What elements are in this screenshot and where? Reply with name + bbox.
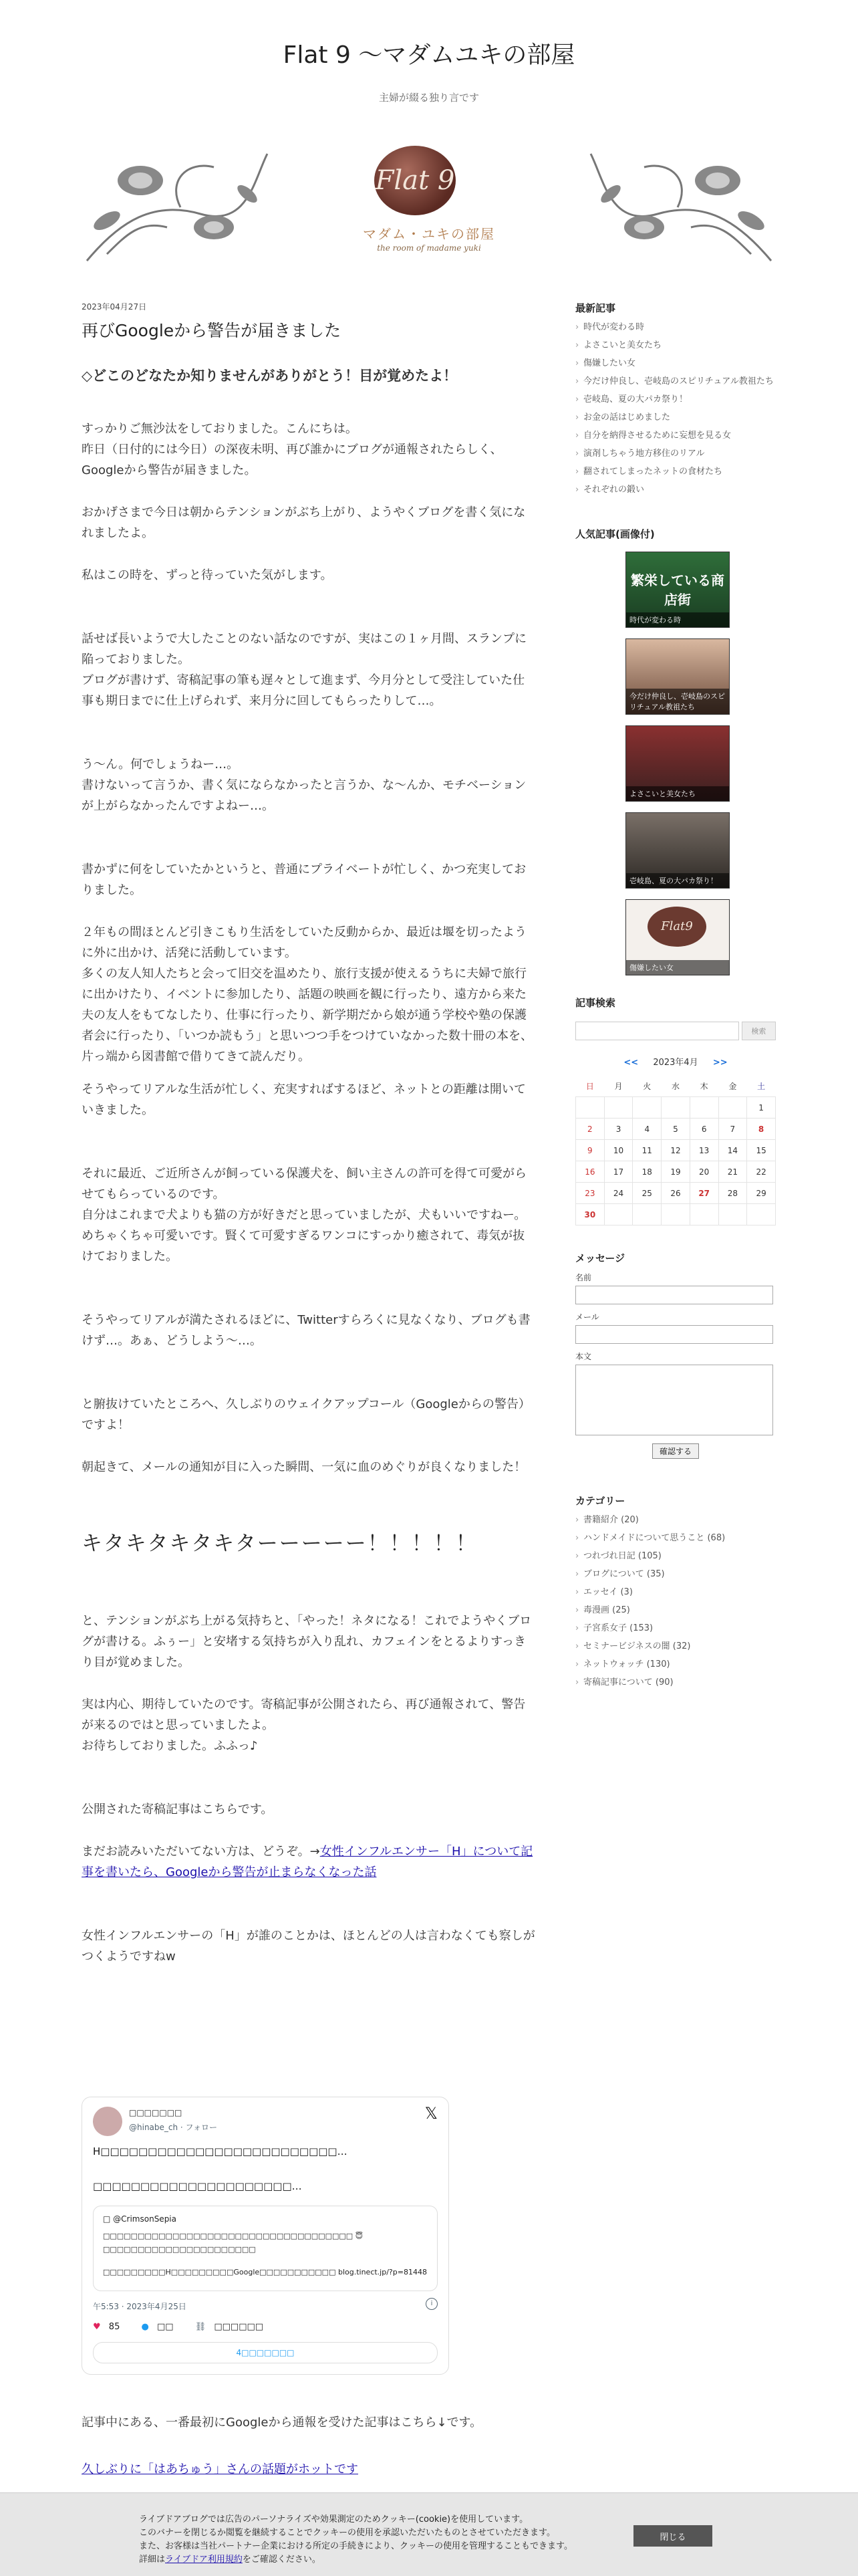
reply-label[interactable]: □□ bbox=[156, 2322, 174, 2332]
paragraph: 公開された寄稿記事はこちらです。 bbox=[82, 1802, 273, 1817]
cookie-line: ライブドアブログでは広告のパーソナライズや効果測定のためクッキー(cookie)を使用しています。 bbox=[139, 2514, 529, 2525]
popular-item[interactable] bbox=[625, 725, 730, 802]
calendar-day: 7 bbox=[718, 1119, 747, 1140]
calendar-day: 11 bbox=[633, 1140, 662, 1161]
site-description: 主婦が綴る独り言です bbox=[378, 92, 479, 104]
calendar-day bbox=[690, 1097, 718, 1119]
cookie-close-button[interactable]: 閉じる bbox=[633, 2525, 712, 2547]
contribution-article-link[interactable]: 女性インフルエンサー「H」について記事を書いたら、Googleから警告が止まらなくなった話 bbox=[82, 1845, 533, 1879]
recent-item[interactable]: › 時代が変わる時 bbox=[575, 322, 776, 334]
cookie-line: このバナーを閉じるか閲覧を継続することでクッキーの使用を承認いただいたものとさせていただきます。 bbox=[139, 2528, 555, 2538]
paragraph: 女性インフルエンサーの「H」が誰のことかは、ほとんどの人は言わなくても察しがつくようですねw bbox=[82, 1929, 535, 1964]
calendar-day: 20 bbox=[690, 1161, 718, 1183]
recent-item[interactable]: › 翻されてしまったネットの食材たち bbox=[575, 466, 776, 478]
calendar-day: 23 bbox=[576, 1183, 605, 1204]
calendar-day: 14 bbox=[718, 1140, 747, 1161]
paragraph: 実は内心、期待していたのです。寄稿記事が公開されたら、再び通報されて、警告が来るのではと思っていましたよ。 bbox=[82, 1697, 526, 1732]
search-button[interactable]: 検索 bbox=[742, 1022, 776, 1040]
recent-item[interactable]: › 傷嫌したい女 bbox=[575, 358, 776, 370]
popular-caption: 時代が変わる時 bbox=[626, 612, 729, 627]
weekday: 木 bbox=[700, 1082, 708, 1091]
paragraph: すっかりご無沙汰をしておりました。こんにちは。 bbox=[82, 422, 358, 436]
weekday: 日 bbox=[585, 1082, 594, 1091]
logo-japanese-text: マダム・ユキの部屋 bbox=[363, 226, 495, 242]
terms-link[interactable]: ライブドア利用規約 bbox=[165, 2555, 243, 2565]
weekday: 土 bbox=[757, 1082, 766, 1091]
quoted-tweet[interactable] bbox=[93, 2206, 438, 2291]
body-label: 本文 bbox=[575, 1352, 592, 1361]
cookie-line-post: をご確認ください。 bbox=[242, 2555, 321, 2565]
recent-list bbox=[575, 322, 776, 496]
calendar-day bbox=[718, 1204, 747, 1225]
flourish-right-icon bbox=[584, 140, 778, 267]
post-title[interactable]: 再びGoogleから警告が届きました bbox=[82, 321, 341, 340]
tweet-text-line: H□□□□□□□□□□□□□□□□□□□□□□□□□… bbox=[93, 2145, 347, 2157]
info-icon[interactable]: i bbox=[426, 2298, 438, 2310]
embedded-tweet[interactable] bbox=[82, 2097, 449, 2375]
body-textarea[interactable] bbox=[575, 1365, 773, 1435]
weekday: 水 bbox=[671, 1082, 680, 1091]
calendar-day: 28 bbox=[718, 1183, 747, 1204]
logo-english-text: the room of madame yuki bbox=[377, 243, 481, 253]
post-body bbox=[82, 366, 536, 1967]
calendar-day: 15 bbox=[747, 1140, 776, 1161]
search-input[interactable] bbox=[575, 1022, 739, 1040]
popular-caption: 壱岐島、夏の大パカ祭り！ bbox=[626, 873, 729, 888]
category-item[interactable]: › セミナービジネスの闇 (32) bbox=[575, 1641, 776, 1653]
calendar-table bbox=[575, 1076, 776, 1225]
header-banner[interactable] bbox=[80, 140, 778, 267]
calendar-day bbox=[604, 1097, 633, 1119]
category-item[interactable]: › ネットウォッチ (130) bbox=[575, 1659, 776, 1671]
popular-caption: 今だけ仲良し、壱岐島のスピリチュアル教祖たち bbox=[626, 689, 729, 714]
popular-item[interactable] bbox=[625, 899, 730, 975]
category-heading: カテゴリー bbox=[575, 1495, 625, 1507]
calendar-day bbox=[633, 1097, 662, 1119]
weekday: 金 bbox=[728, 1082, 737, 1091]
tweet-time[interactable]: 午5:53 · 2023年4月25日 bbox=[93, 2302, 186, 2311]
category-item[interactable]: › つれづれ日記 (105) bbox=[575, 1550, 776, 1562]
category-item[interactable]: › 毒漫画 (25) bbox=[575, 1605, 776, 1617]
paragraph: そうやってリアルな生活が忙しく、充実すればするほど、ネットとの距離は開いていきました。 bbox=[82, 1082, 526, 1117]
popular-item[interactable] bbox=[625, 812, 730, 889]
calendar-next-button[interactable]: >> bbox=[712, 1058, 728, 1068]
category-item[interactable]: › 寄稿記事について (90) bbox=[575, 1677, 776, 1689]
link-icon[interactable]: ⛓ bbox=[194, 2322, 206, 2332]
related-article-link[interactable]: 久しぶりに「はあちゅう」さんの話題がホットです bbox=[82, 2462, 358, 2476]
calendar-month: 2023年4月 bbox=[653, 1058, 698, 1068]
sidebar bbox=[575, 301, 776, 1695]
paragraph: う〜ん。何でしょうねー…。 bbox=[82, 757, 239, 772]
calendar-day: 1 bbox=[747, 1097, 776, 1119]
quoted-tweet-line: □□□□□□□□□H□□□□□□□□□Google□□□□□□□□□□□ blog.tinect.jp/?p=81448 bbox=[103, 2268, 427, 2276]
calendar-day[interactable]: 8 bbox=[747, 1119, 776, 1140]
calendar-day: 9 bbox=[576, 1140, 605, 1161]
calendar-day bbox=[718, 1097, 747, 1119]
paragraph: 昨日（日付的には今日）の深夜未明、再び誰かにブログが通報されたらしく、Googleから警告が届きました。 bbox=[82, 443, 503, 477]
tweet-avatar[interactable] bbox=[93, 2107, 122, 2136]
weekday: 月 bbox=[614, 1082, 623, 1091]
paragraph: 書かずに何をしていたかというと、普通にプライベートが忙しく、かつ充実しておりました。 bbox=[82, 862, 527, 897]
reply-icon[interactable]: ● bbox=[141, 2322, 149, 2332]
paragraph: 話せば長いようで大したことのない話なのですが、実はこの１ヶ月間、スランプに陥っておりました。 bbox=[82, 632, 527, 667]
category-item[interactable]: › 子宮系女子 (153) bbox=[575, 1623, 776, 1635]
cookie-line bbox=[139, 2553, 607, 2567]
thumb-logo: Flat9 bbox=[648, 907, 706, 947]
calendar-day: 12 bbox=[662, 1140, 690, 1161]
paragraph: 朝起きて、メールの通知が目に入った瞬間、一気に血のめぐりが良くなりました！ bbox=[82, 1460, 527, 1474]
calendar-day: 18 bbox=[633, 1161, 662, 1183]
confirm-button[interactable]: 確認する bbox=[652, 1443, 699, 1459]
tweet-user-handle[interactable]: @hinabe_ch · フォロー bbox=[129, 2123, 217, 2132]
recent-item[interactable]: › 今だけ仲良し、壱岐島のスピリチュアル教祖たち bbox=[575, 376, 776, 388]
calendar-day bbox=[662, 1097, 690, 1119]
paragraph: おかげさまで今日は朝からテンションがぶち上がり、ようやくブログを書く気になれましたよ。 bbox=[82, 505, 526, 540]
category-item[interactable]: › ブログについて (35) bbox=[575, 1568, 776, 1580]
name-label: 名前 bbox=[575, 1273, 592, 1282]
article bbox=[82, 301, 536, 1967]
paragraph: それに最近、ご近所さんが飼っている保護犬を、飼い主さんの許可を得て可愛がらせてもらっているのです。 bbox=[82, 1167, 527, 1201]
calendar-day: 5 bbox=[662, 1119, 690, 1140]
popular-list bbox=[575, 552, 776, 975]
calendar-day: 2 bbox=[576, 1119, 605, 1140]
calendar-day: 4 bbox=[633, 1119, 662, 1140]
paragraph: 記事中にある、一番最初にGoogleから通報を受けた記事はこちら↓です。 bbox=[82, 2416, 482, 2430]
message-heading: メッセージ bbox=[575, 1252, 625, 1264]
like-count[interactable]: 85 bbox=[108, 2322, 120, 2332]
tweet-text-line: □□□□□□□□□□□□□□□□□□□□□… bbox=[93, 2180, 302, 2192]
paragraph: 自分はこれまで犬よりも猫の方が好きだと思っていましたが、犬もいいですねー。めちゃくちゃ可愛いです。賢くて可愛すぎるワンコにすっかり癒されて、毒気が抜けておりました。 bbox=[82, 1208, 527, 1264]
calendar-day: 17 bbox=[604, 1161, 633, 1183]
message-form bbox=[575, 1272, 776, 1459]
calendar-day: 25 bbox=[633, 1183, 662, 1204]
calendar-prev-button[interactable]: << bbox=[623, 1058, 639, 1068]
calendar-day bbox=[690, 1204, 718, 1225]
paragraph: と腑抜けていたところへ、久しぶりのウェイクアップコール（Googleからの警告）ですよ！ bbox=[82, 1397, 531, 1432]
cookie-line-pre: 詳細は bbox=[139, 2555, 166, 2565]
calendar-day: 30 bbox=[576, 1204, 605, 1225]
recent-item[interactable]: › よさこいと美女たち bbox=[575, 340, 776, 352]
link-intro: まだお読みいただいてない方は、どうぞ。→ bbox=[82, 1845, 320, 1859]
email-label: メール bbox=[575, 1312, 599, 1322]
post-lead: ◇どこのどなたか知りませんがありがとう！目が覚めたよ！ bbox=[82, 368, 458, 384]
calendar-day: 19 bbox=[662, 1161, 690, 1183]
popular-item[interactable] bbox=[625, 552, 730, 628]
calendar-day: 6 bbox=[690, 1119, 718, 1140]
calendar-day bbox=[633, 1204, 662, 1225]
paragraph: ２年もの間ほとんど引きこもり生活をしていた反動からか、最近は堰を切ったように外に出かけ、活発に活動しています。 bbox=[82, 925, 527, 960]
paragraph: 多くの友人知人たちと会って旧交を温めたり、旅行支援が使えるうちに夫婦で旅行に出かけたり、イベントに参加したり、話題の映画を観に行ったり、遠方から来た夫の友人をもてなしたり、仕事に行ったり、新学期だから娘が通う学校や塾の保護者会に行ったり、「いつか読もう」と思いつつ手をつけていなかった数十冊の本を、片っ端から図書館で借りてきて読んだり。 bbox=[82, 967, 533, 1064]
calendar-day: 26 bbox=[662, 1183, 690, 1204]
popular-item[interactable] bbox=[625, 638, 730, 715]
paragraph: と、テンションがぶち上がる気持ちと、「やった！ネタになる！これでようやくブログが書ける。ふぅー」と安堵する気持ちが入り乱れ、カフェインをとるよりすっきり目が覚めました。 bbox=[82, 1614, 532, 1669]
calendar-day: 3 bbox=[604, 1119, 633, 1140]
recent-heading: 最新記事 bbox=[575, 302, 616, 314]
weekday: 火 bbox=[643, 1082, 652, 1091]
quoted-tweet-line: □□□□□□□□□□□□□□□□□□□□□□ bbox=[103, 2245, 256, 2254]
quoted-tweet-line: □□□□□□□□□□□□□□□□□□□□□□□□□□□□□□□□□□□□ 😇 bbox=[103, 2232, 364, 2240]
calendar-day: 22 bbox=[747, 1161, 776, 1183]
tweet-user-name[interactable]: □□□□□□□ bbox=[129, 2108, 182, 2117]
tweet-actions bbox=[93, 2322, 263, 2332]
calendar-day bbox=[604, 1204, 633, 1225]
quoted-tweet-user: □ @CrimsonSepia bbox=[103, 2214, 176, 2224]
calendar-day: 10 bbox=[604, 1140, 633, 1161]
cookie-text bbox=[139, 2513, 607, 2567]
popular-heading: 人気記事(画像付) bbox=[575, 528, 655, 540]
paragraph: そうやってリアルが満たされるほどに、Twitterすらろくに見なくなり、ブログも書けず…。あぁ、どうしよう〜…。 bbox=[82, 1313, 531, 1348]
category-item[interactable]: › エッセイ (3) bbox=[575, 1587, 776, 1599]
calendar bbox=[575, 1055, 776, 1225]
post-date: 2023年04月27日 bbox=[82, 302, 147, 312]
flourish-left-icon bbox=[80, 140, 274, 267]
paragraph: 書けないって言うか、書く気にならなかったと言うか、な〜んか、モチベーションが上がらなかったんですよねー…。 bbox=[82, 778, 527, 813]
site-header bbox=[0, 0, 858, 104]
popular-caption: 傷嫌したい女 bbox=[626, 960, 729, 975]
emphasis-heading: キタキタキタキターーーーー！！！！！ bbox=[82, 1532, 478, 1556]
cookie-line: また、お客様は当社パートナー企業における所定の手続きにより、クッキーの使用を管理することもできます。 bbox=[139, 2541, 573, 2551]
site-title[interactable]: Flat 9 〜マダムユキの部屋 bbox=[283, 41, 575, 69]
thumb-label: 繁栄している商店街 bbox=[631, 572, 724, 608]
recent-item[interactable]: › それぞれの鍛い bbox=[575, 484, 776, 496]
calendar-header bbox=[575, 1055, 776, 1068]
cookie-banner bbox=[0, 2492, 858, 2576]
paragraph: お待ちしておりました。ふふっ♪ bbox=[82, 1739, 258, 1753]
calendar-day bbox=[662, 1204, 690, 1225]
category-item[interactable]: › ハンドメイドについて思うこと (68) bbox=[575, 1532, 776, 1544]
paragraph: 私はこの時を、ずっと待っていた気がします。 bbox=[82, 568, 333, 582]
search-heading: 記事検索 bbox=[575, 997, 616, 1009]
name-input[interactable] bbox=[575, 1286, 773, 1304]
recent-item[interactable]: › お金の話はじめました bbox=[575, 412, 776, 424]
calendar-day: 29 bbox=[747, 1183, 776, 1204]
heart-icon[interactable]: ♥ bbox=[93, 2322, 101, 2332]
site-logo: Flat 9 bbox=[374, 146, 456, 215]
x-logo-icon[interactable]: 𝕏 bbox=[424, 2104, 438, 2123]
copy-link-label[interactable]: □□□□□□ bbox=[214, 2322, 264, 2332]
calendar-day: 21 bbox=[718, 1161, 747, 1183]
search-form bbox=[575, 1022, 776, 1040]
paragraph: ブログが書けず、寄稿記事の筆も遅々として進まず、今月分として受注していた仕事も期日までに仕上げられず、来月分に回してもらったりして…。 bbox=[82, 673, 525, 708]
recent-item[interactable]: › 自分を納得させるために妄想を見る女 bbox=[575, 430, 776, 442]
calendar-day: 16 bbox=[576, 1161, 605, 1183]
recent-item[interactable]: › 演剤しちゃう地方移住のリアル bbox=[575, 448, 776, 460]
calendar-day: 24 bbox=[604, 1183, 633, 1204]
calendar-day bbox=[576, 1097, 605, 1119]
calendar-day bbox=[747, 1204, 776, 1225]
popular-caption: よさこいと美女たち bbox=[626, 786, 729, 801]
recent-item[interactable]: › 壱岐島、夏の大パカ祭り！ bbox=[575, 394, 776, 406]
email-input[interactable] bbox=[575, 1325, 773, 1344]
category-list bbox=[575, 1514, 776, 1689]
calendar-day: 13 bbox=[690, 1140, 718, 1161]
read-more-button[interactable]: 4□□□□□□□ bbox=[93, 2342, 438, 2363]
category-item[interactable]: › 書籍紹介 (20) bbox=[575, 1514, 776, 1526]
paragraph bbox=[82, 1841, 536, 1883]
calendar-day[interactable]: 27 bbox=[690, 1183, 718, 1204]
